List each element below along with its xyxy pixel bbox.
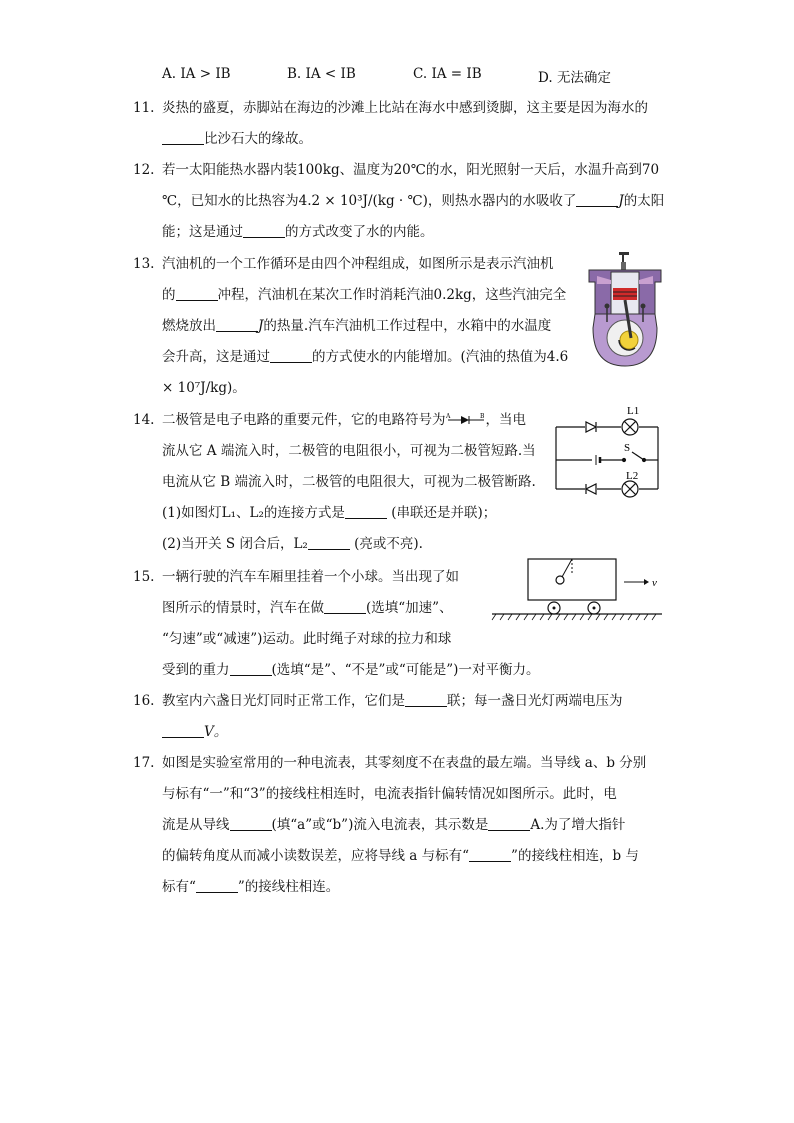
car-figure [490, 556, 665, 622]
q14-line-4: (1)如图灯L₁、L₂的连接方式是 (串联还是并联)； [162, 505, 497, 521]
q13-line-5: × 10⁷J/kg)。 [162, 380, 246, 396]
q14-line-2: 流从它 A 端流入时，二极管的电阻很小，可视为二极管短路.当 [162, 443, 536, 459]
answer-blank[interactable] [216, 317, 258, 332]
q17-line-3: 流是从导线 (填“a”或“b”)流入电流表，其示数是 A.为了增大指针 [162, 817, 626, 833]
q17-line-5: 标有“ ”的接线柱相连。 [162, 879, 340, 895]
answer-blank[interactable] [243, 223, 285, 238]
q14-line-3: 电流从它 B 端流入时，二极管的电阻很大，可视为二极管断路. [162, 474, 536, 490]
option-c[interactable]: C. IA = IB [413, 66, 482, 82]
q13-line-3: 燃烧放出 J的热量.汽车汽油机工作过程中，水箱中的水温度 [162, 318, 552, 334]
diode-symbol [446, 412, 486, 426]
answer-blank[interactable] [230, 816, 272, 831]
diode-label-b: B [479, 413, 484, 420]
q13-line-4: 会升高，这是通过 的方式使水的内能增加。(汽油的热值为4.6 [162, 349, 569, 365]
answer-blank[interactable] [469, 847, 511, 862]
option-b[interactable]: B. IA < IB [287, 66, 356, 82]
engine-figure [585, 248, 665, 370]
q14-line-1: 二极管是电子电路的重要元件，它的电路符号为 A B ，当电 [162, 412, 526, 428]
question-number: 14. [133, 412, 155, 428]
question-number: 11. [133, 100, 155, 116]
q15-line-1: 一辆行驶的汽车车厢里挂着一个小球。当出现了如 [162, 569, 459, 585]
question-number: 16. [133, 693, 155, 709]
q16-line-1: 教室内六盏日光灯同时正常工作，它们是 联；每一盏日光灯两端电压为 [162, 693, 623, 709]
q17-line-2: 与标有“一”和“3”的接线柱相连时，电流表指针偏转情况如图所示。此时，电 [162, 786, 617, 802]
option-a[interactable]: A. IA > IB [162, 66, 231, 82]
answer-blank[interactable] [270, 348, 312, 363]
answer-blank[interactable] [196, 878, 238, 893]
question-number: 13. [133, 256, 155, 272]
q13-line-2: 的 冲程，汽油机在某次工作时消耗汽油0.2kg，这些汽油完全 [162, 287, 567, 303]
question-number: 15. [133, 569, 155, 585]
q12-line-2: ℃，已知水的比热容为4.2 × 10³J/(kg · ℃)，则热水器内的水吸收了 J的太阳 [162, 193, 665, 209]
option-d[interactable]: D. 无法确定 [538, 70, 611, 86]
answer-blank[interactable] [324, 599, 366, 614]
label-v: v [652, 577, 657, 589]
label-l2: L2 [626, 470, 639, 482]
question-number: 12. [133, 162, 155, 178]
q15-line-4: 受到的重力 (选填“是”、“不是”或“可能是”)一对平衡力。 [162, 662, 540, 678]
answer-blank[interactable] [176, 286, 218, 301]
q15-line-2: 图所示的情景时，汽车在做 (选填“加速”、 [162, 600, 453, 616]
answer-blank[interactable] [405, 692, 447, 707]
answer-blank[interactable] [162, 723, 204, 738]
question-number: 17. [133, 755, 155, 771]
q15-line-3: “匀速”或“减速”)运动。此时绳子对球的拉力和球 [162, 631, 452, 647]
q17-line-4: 的偏转角度从而减小读数误差，应将导线 a 与标有“ ”的接线柱相连，b 与 [162, 848, 639, 864]
q13-line-1: 汽油机的一个工作循环是由四个冲程组成，如图所示是表示汽油机 [162, 256, 554, 272]
answer-blank[interactable] [230, 661, 272, 676]
answer-blank[interactable] [345, 504, 387, 519]
answer-blank[interactable] [488, 816, 530, 831]
q14-line-5: (2)当开关 S 闭合后，L₂ (亮或不亮). [162, 536, 423, 552]
circuit-diagram [548, 400, 666, 502]
label-l1: L1 [627, 405, 640, 417]
q11-line-2: 比沙石大的缘故。 [162, 129, 312, 149]
q11-line-1: 炎热的盛夏，赤脚站在海边的沙滩上比站在海水中感到烫脚，这主要是因为海水的 [162, 100, 648, 116]
answer-blank[interactable] [308, 535, 350, 550]
answer-blank[interactable] [162, 130, 204, 145]
label-s: S [624, 442, 631, 454]
q16-line-2: V。 [162, 722, 227, 742]
answer-blank[interactable] [576, 192, 618, 207]
q17-line-1: 如图是实验室常用的一种电流表，其零刻度不在表盘的最左端。当导线 a、b 分别 [162, 755, 647, 771]
diode-label-a: A [445, 413, 450, 420]
q12-line-1: 若一太阳能热水器内装100kg、温度为20℃的水，阳光照射一天后，水温升高到70 [162, 162, 660, 178]
q12-line-3: 能；这是通过 的方式改变了水的内能。 [162, 224, 434, 240]
